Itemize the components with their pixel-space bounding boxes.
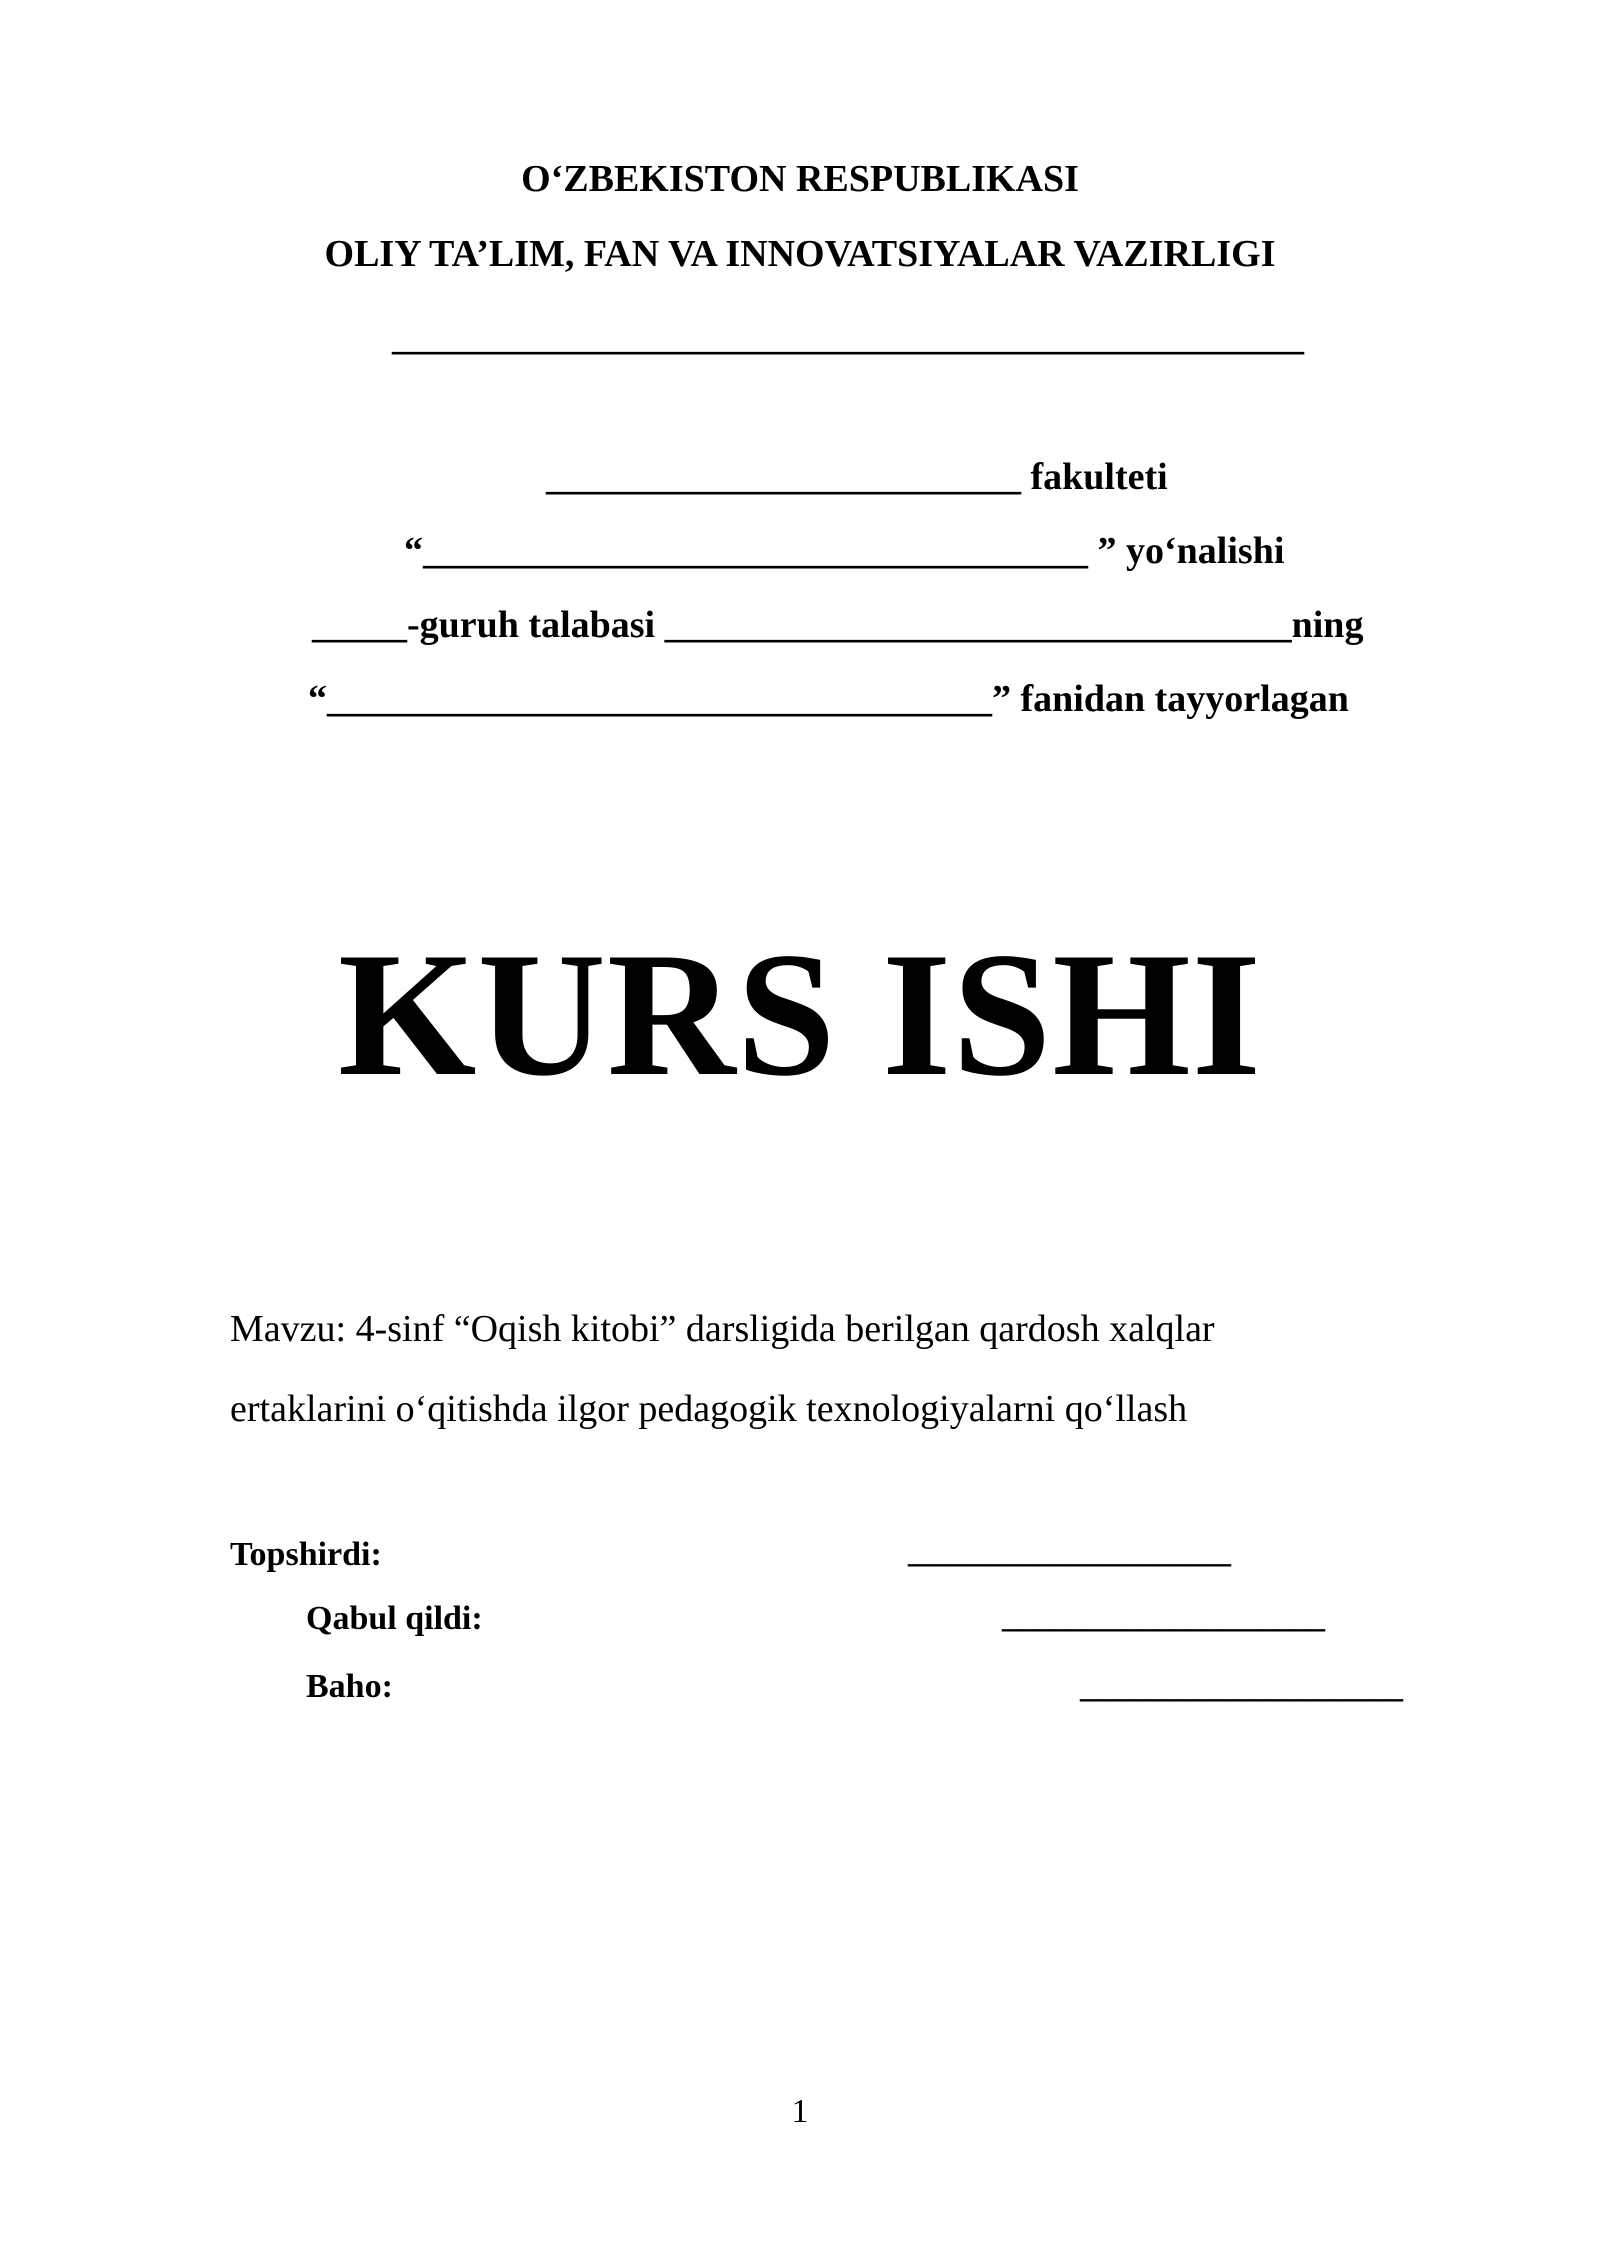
faculty-line: _________________________ fakulteti <box>546 456 1168 498</box>
submitted-blank: ___________________ <box>908 1533 1231 1570</box>
submitted-label: Topshirdi: <box>230 1536 382 1573</box>
institution-blank: ________________________________________________ <box>392 316 1304 358</box>
grade-label: Baho: <box>306 1668 393 1705</box>
student-line: _____-guruh talabasi _________________________________ning <box>312 604 1364 646</box>
accepted-label: Qabul qildi: <box>306 1600 483 1637</box>
country-title: O‘ZBEKISTON RESPUBLIKASI <box>521 158 1079 200</box>
direction-line: “___________________________________ ” yo‘nalishi <box>404 530 1285 572</box>
topic-line-2: ertaklarini o‘qitishda ilgor pedagogik texnologiyalarni qo‘llash <box>230 1388 1188 1430</box>
subject-line: “___________________________________” fanidan tayyorlagan <box>308 678 1349 720</box>
grade-blank: ___________________ <box>1080 1668 1403 1705</box>
topic-line-1: Mavzu: 4-sinf “Oqish kitobi” darsligida berilgan qardosh xalqlar <box>230 1308 1215 1350</box>
document-title: KURS ISHI <box>337 915 1263 1113</box>
accepted-blank: ___________________ <box>1002 1598 1325 1635</box>
ministry-title: OLIY TA’LIM, FAN VA INNOVATSIYALAR VAZIRLIGI <box>324 233 1276 275</box>
page-number: 1 <box>791 2093 809 2130</box>
